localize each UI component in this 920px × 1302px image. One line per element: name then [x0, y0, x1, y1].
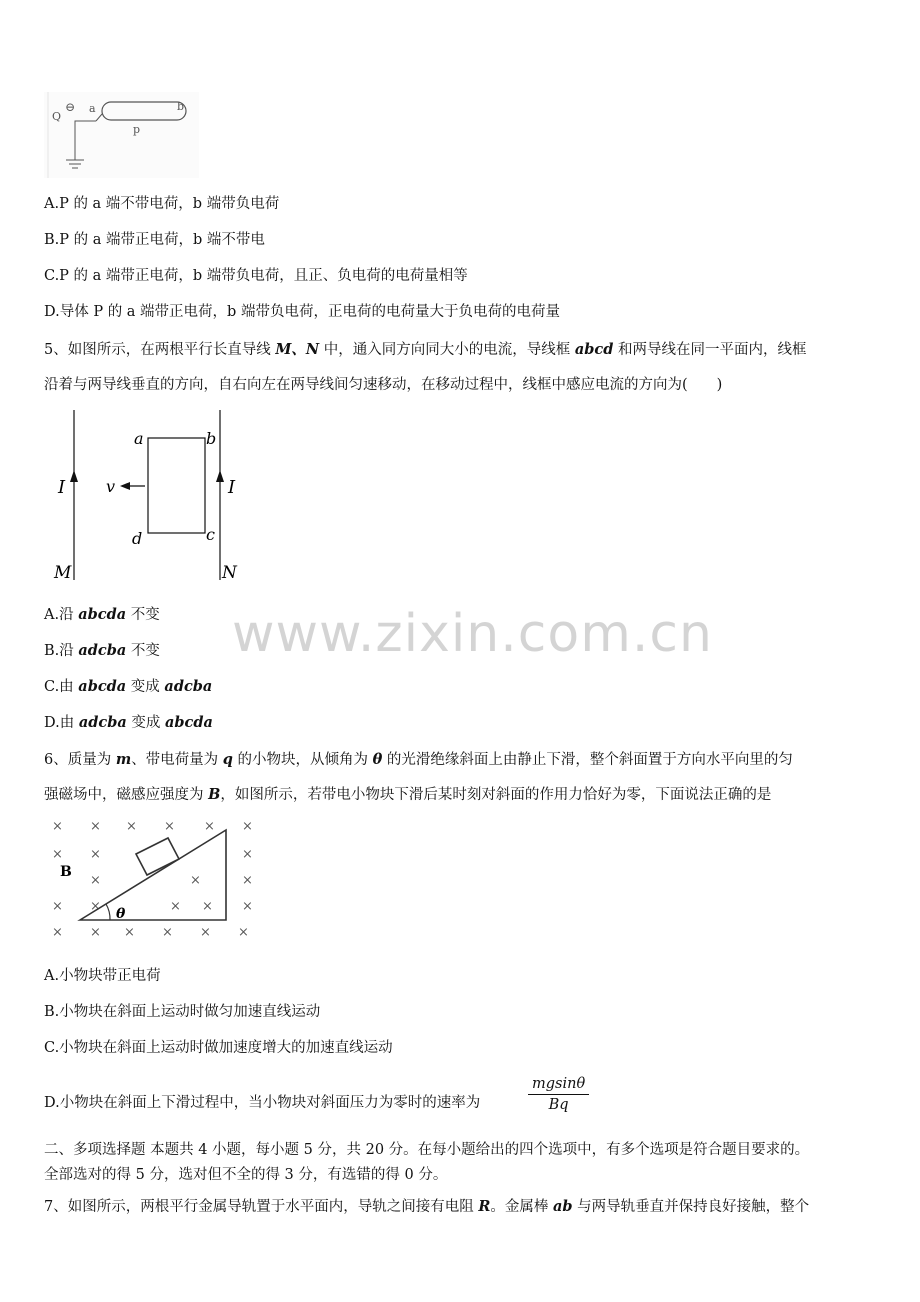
current-label-left: I	[58, 477, 66, 498]
arrow-up-left-icon	[70, 470, 78, 482]
field-cross-icon: ×	[162, 925, 173, 940]
q7-text-3: 与两导轨垂直并保持良好接触，整个	[572, 1199, 810, 1215]
q5-text-2: 中，通入同方向同大小的电流，导线框	[319, 342, 575, 358]
section2-line1: 二、多项选择题 本题共 4 小题，每小题 5 分，共 20 分。在每小题给出的四个选项中，有多个选项是符合题目要求的。	[44, 1142, 810, 1158]
q6-charge: q	[222, 751, 233, 768]
field-cross-icon: ×	[242, 899, 253, 914]
q6-mass: m	[115, 751, 132, 768]
field-cross-icon: ×	[204, 819, 215, 834]
q5-option-a	[44, 603, 160, 624]
arrow-left-icon	[120, 482, 130, 490]
q6-stem-line2	[44, 783, 771, 804]
q6-angle: θ	[372, 751, 383, 768]
q5-stem-line2: 沿着与两导线垂直的方向，自右向左在两导线间匀速移动，在移动过程中，线框中感应电流的方向为( )	[44, 377, 723, 393]
angle-arc	[106, 904, 110, 920]
field-cross-icon: ×	[242, 847, 253, 862]
field-cross-icon: ×	[90, 819, 101, 834]
minus-charge-icon: ⊖	[65, 100, 76, 114]
q6-text-6: ，如图所示，若带电小物块下滑后某时刻对斜面的作用力恰好为零，下面说法正确的是	[220, 787, 772, 803]
label-q: Q	[52, 110, 62, 123]
field-cross-icon: ×	[90, 873, 101, 888]
field-cross-icon: ×	[124, 925, 135, 940]
figure-q6-svg	[44, 818, 254, 946]
q5-option-b-path: adcba	[78, 642, 127, 659]
q5-option-b	[44, 639, 160, 660]
q5-option-c-suffix: 变成	[126, 679, 165, 695]
field-cross-icon: ×	[52, 847, 63, 862]
q5-frame-abcd: abcd	[574, 341, 614, 358]
q5-text-3: 和两导线在同一平面内，线框	[613, 342, 807, 358]
q5-option-d-prefix: D.由	[44, 715, 79, 731]
q5-option-d-suffix: 变成	[126, 715, 165, 731]
section2-line2: 全部选对的得 5 分，选对但不全的得 3 分，有选错的得 0 分。	[44, 1167, 448, 1183]
q6-stem-line1	[44, 748, 793, 769]
formula-denominator: Bq	[548, 1097, 569, 1113]
field-cross-icon: ×	[90, 925, 101, 940]
wire-label-m: M	[54, 563, 72, 583]
q6-option-b: B.小物块在斜面上运动时做匀加速直线运动	[44, 1004, 321, 1020]
formula-fraction	[528, 1076, 589, 1113]
field-cross-icon: ×	[90, 899, 101, 914]
q7-rod-ab: ab	[553, 1198, 573, 1215]
field-cross-icon: ×	[200, 925, 211, 940]
q5-option-d	[44, 711, 213, 732]
field-cross-icon: ×	[90, 847, 101, 862]
watermark: www.zixin.com.cn	[232, 604, 713, 664]
q5-option-c-prefix: C.由	[44, 679, 79, 695]
q5-option-c	[44, 675, 212, 696]
current-label-right: I	[228, 477, 236, 498]
figure-q6	[44, 818, 254, 946]
q5-stem-line1	[44, 338, 807, 359]
q4-option-c: C.P 的 a 端带正电荷，b 端带负电荷，且正、负电荷的电荷量相等	[44, 268, 468, 284]
field-cross-icon: ×	[164, 819, 175, 834]
q7-resistor: R	[478, 1198, 491, 1215]
q6-option-d: D.小物块在斜面上下滑过程中，当小物块对斜面压力为零时的速率为	[44, 1095, 481, 1111]
field-cross-icon: ×	[190, 873, 201, 888]
wire-label-n: N	[222, 563, 237, 583]
label-a: a	[89, 102, 96, 115]
corner-label-c: c	[206, 525, 215, 544]
q6-field-b: B	[208, 786, 221, 803]
q5-option-b-prefix: B.沿	[44, 643, 79, 659]
figure-q4-svg	[44, 92, 199, 178]
q5-option-a-prefix: A.沿	[44, 607, 79, 623]
q4-option-d: D.导体 P 的 a 端带正电荷，b 端带负电荷，正电荷的电荷量大于负电荷的电荷量	[44, 304, 560, 320]
field-cross-icon: ×	[242, 819, 253, 834]
q5-option-a-path: abcda	[78, 606, 127, 623]
q5-option-c-path-from: abcda	[78, 678, 127, 695]
q5-option-b-suffix: 不变	[126, 643, 160, 659]
q4-option-b: B.P 的 a 端带正电荷，b 端不带电	[44, 232, 265, 248]
q7-text-1: 7、如图所示，两根平行金属导轨置于水平面内，导轨之间接有电阻	[44, 1199, 479, 1215]
q6-text-1: 6、质量为	[44, 752, 116, 768]
q6-text-3: 的小物块，从倾角为	[232, 752, 373, 768]
q5-wires-mn: M、N	[275, 341, 320, 358]
q5-option-d-path-from: adcba	[78, 714, 127, 731]
angle-label: θ	[116, 906, 126, 922]
q6-option-a: A.小物块带正电荷	[44, 968, 161, 984]
label-p: p	[133, 123, 141, 136]
figure-q5	[44, 404, 254, 586]
field-cross-icon: ×	[126, 819, 137, 834]
field-label-b: B	[60, 864, 72, 880]
formula-numerator: mgsinθ	[528, 1076, 589, 1095]
q6-text-5: 强磁场中，磁感应强度为	[44, 787, 209, 803]
q5-option-a-suffix: 不变	[126, 607, 160, 623]
block	[136, 838, 179, 875]
q4-option-a: A.P 的 a 端不带电荷，b 端带负电荷	[44, 196, 280, 212]
field-cross-icon: ×	[242, 873, 253, 888]
corner-label-d: d	[132, 529, 143, 548]
q6-option-c: C.小物块在斜面上运动时做加速度增大的加速直线运动	[44, 1040, 393, 1056]
q6-text-4: 的光滑绝缘斜面上由静止下滑，整个斜面置于方向水平向里的匀	[382, 752, 793, 768]
corner-label-a: a	[134, 429, 144, 448]
q6-text-2: 、带电荷量为	[131, 752, 223, 768]
velocity-label: v	[106, 477, 116, 496]
q7-text-2: 。金属棒	[490, 1199, 554, 1215]
q5-option-d-path-to: abcda	[164, 714, 213, 731]
field-cross-icon: ×	[52, 819, 63, 834]
q5-text-1: 5、如图所示，在两根平行长直导线	[44, 342, 276, 358]
figure-q4	[44, 92, 199, 178]
q5-option-c-path-to: adcba	[164, 678, 213, 695]
label-b: b	[177, 100, 185, 113]
field-cross-icon: ×	[170, 899, 181, 914]
corner-label-b: b	[206, 429, 217, 448]
field-cross-icon: ×	[238, 925, 249, 940]
field-cross-icon: ×	[52, 925, 63, 940]
field-cross-icon: ×	[52, 899, 63, 914]
arrow-up-right-icon	[216, 470, 224, 482]
figure-q5-svg	[44, 404, 254, 586]
q7-stem-line1	[44, 1195, 809, 1216]
frame-abcd	[148, 438, 205, 533]
field-cross-icon: ×	[202, 899, 213, 914]
